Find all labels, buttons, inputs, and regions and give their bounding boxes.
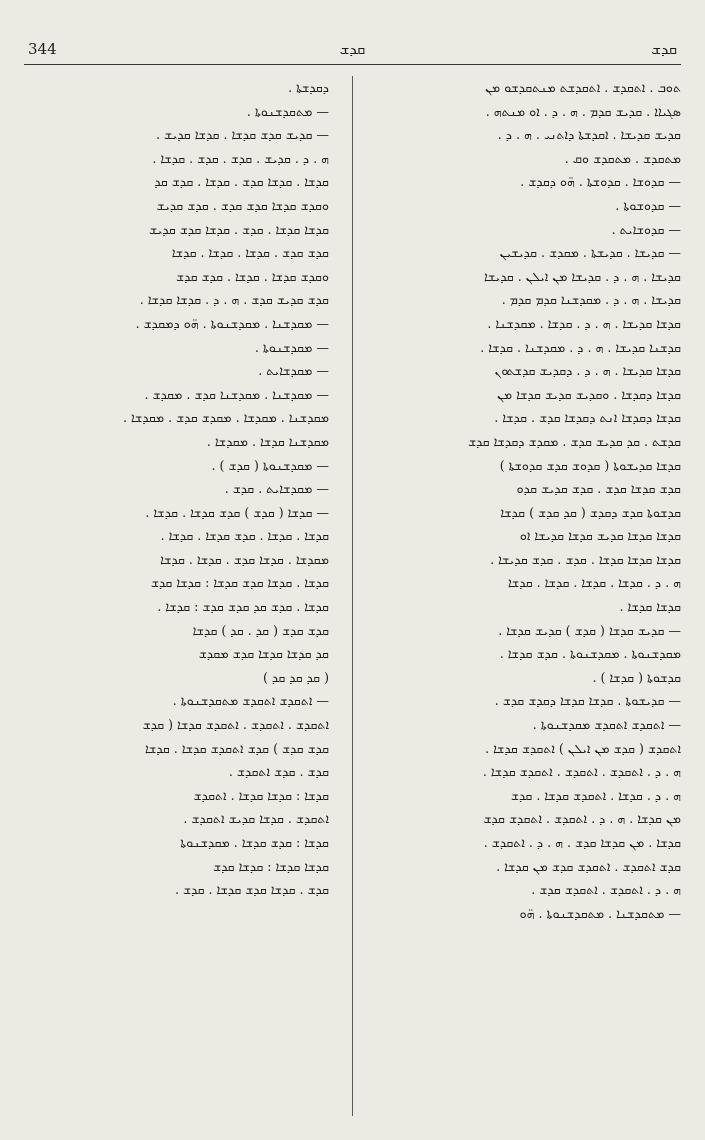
- text-line: — ܐܬܩܕܫ ܐܬܩܕܫ ܡܩܕܫܢܘܬܐ .: [532, 717, 681, 733]
- text-line: ܩܕܝܫܐ . ܗ . ܕ . ܩܕܝܫܐ ܡܢ ܐܝܠܢ . ܩܕܝܫܐ: [483, 268, 681, 284]
- text-line: — ܡܩܕܫܢܐ . ܡܩܕܫܢܐ ܩܕܫ . ܡܩܕܫ .: [144, 386, 329, 402]
- text-line: ܩܕܫܐ ܩܕܝܫܐ . ܗ . ܕ . ܕܩܕܝܫ ܩܕܫܬܘܢ: [494, 363, 681, 379]
- text-line: ܗ . ܕ . ܩܕܫܐ . ܐܬܩܕܫ ܩܕܫܐ . ܩܕܫ: [510, 787, 681, 803]
- text-line: ܐܬܩܕܫ ( ܩܕܫ ܡܢ ܐܝܠܢ ) ܐܬܩܕܫ ܩܕܫܐ .: [485, 740, 681, 756]
- text-line: ( ܩܕ ܩܕ ܩܕ ): [262, 669, 329, 685]
- text-line: ܩܕܫܐ ܕܩܕܫܐ ܐܢܬ ܕܩܕܫܐ ܩܕܫ . ܩܕܫܐ .: [494, 410, 681, 426]
- text-line: — ܡܩܕܫܢܐ . ܡܩܕܫܢܘܬܐ . ܗ̈ܘ ܕܡܩܕܫ .: [135, 315, 329, 331]
- header-rule: [24, 64, 681, 65]
- text-line: — ܡܩܕܫܢܘܬܐ .: [254, 339, 329, 355]
- text-line: ܩܕ ܩܕܫܐ ܩܕܫܐ ܩܕܫ ܡܩܕܫ: [198, 646, 329, 662]
- text-line: ܘܩܕܫ ܩܕܫܐ . ܩܕܫܐ . ܩܕܫ ܩܕܫ: [176, 268, 329, 284]
- text-line: ܩܕܫܐ ܩܕܫܐ .: [619, 599, 681, 615]
- text-line: ܩܕܫܘܬܐ ܩܕܫ ܕܩܕܫ ( ܩܕ ܩܕܫ ) ܩܕܫܐ: [500, 504, 681, 520]
- text-line: ܡܩܕܫܢܐ . ܡܩܕܫܐ . ܡܩܕܫ ܩܕܫ . ܡܩܕܫܐ .: [123, 410, 329, 426]
- text-line: — ܐܬܩܕܫ ܐܬܩܕܫ ܡܬܩܕܫܢܘܬܐ .: [172, 693, 329, 709]
- text-line: ܩܕܫ ܩܕܫ . ܩܕܫܐ . ܩܕܫܐ . ܩܕܫܐ: [171, 245, 329, 261]
- text-line: ܗ . ܕ . ܩܕܝܫ . ܩܕܫ . ܩܕܫ . ܩܕܫܐ .: [152, 150, 329, 166]
- text-line: ܡܢ ܩܕܫܐ . ܗ . ܕ . ܐܬܩܕܫ . ܐܬܩܕܫ ܩܕܫ: [483, 811, 681, 827]
- column-divider: [352, 76, 353, 1116]
- page-number: 344: [28, 40, 57, 58]
- text-line: ܩܕܫܐ ܩܕܫܐ ܩܕܫܐ . ܩܕܫ . ܩܕܫ ܩܕܝܫܐ .: [490, 551, 681, 567]
- text-line: ܩܕܫ ܐܬܩܕܫ . ܐܬܩܕܫ ܩܕܫ ܡܢ ܩܕܫܐ .: [496, 858, 681, 874]
- text-line: — ܩܕܝܫܐ . ܩܕܝܫܬܐ . ܡܩܕܫ . ܩܕܝܫܝܢ: [499, 245, 681, 261]
- text-line: — ܡܬܩܕܫܢܐ . ܡܬܩܕܫܢܘܬܐ . ܗ̈ܘ: [519, 905, 681, 921]
- text-line: ܩܕܫܐ . ܩܕܫ ܩܕ ܩܕܫ ܩܕܫ : ܩܕܫܐ .: [157, 599, 329, 615]
- text-line: ܩܕܫܐ : ܩܕܫ ܩܕܫܐ . ܡܩܕܫܢܘܬܐ: [180, 835, 329, 850]
- text-line: ܩܕܫܬ . ܩܕ ܩܕܝܫ ܩܕܫ . ܡܩܕܫ ܕܩܕܫܐ ܩܕܫ: [468, 433, 681, 449]
- text-line: ܡܬܩܕܫ . ܡܬܩܕܫ ܘܩ .: [564, 150, 681, 166]
- text-line: ܩܕܫ ܩܕܝܫ ܩܕܫ . ܗ . ܕ . ܩܕܫܐ ܩܕܫܐ .: [139, 292, 329, 308]
- text-line: ܩܕܝܫܐ . ܗ . ܕ . ܡܩܕܫܢܐ ܩܕܡ ܩܕܡ .: [501, 292, 681, 308]
- text-line: ܩܕܫܐ . ܩܕܫܐ . ܩܕܫ ܩܕܫܐ . ܩܕܫܐ .: [160, 528, 329, 544]
- text-line: ܩܕܫܐ ܕܩܕܫܐ . ܘܩܕܝܫ ܩܕܝܫ ܩܕܫܐ ܡܢ: [497, 386, 681, 402]
- header-center-title: ܩܕܫ: [339, 40, 366, 58]
- text-line: ܩܕܫ ܩܕܫ ) ܩܕܫ ܐܬܩܕܫ ܩܕܫܐ . ܩܕܫܐ: [145, 740, 329, 756]
- text-line: ܗ . ܕ . ܩܕܫܐ . ܩܕܫܐ . ܩܕܫܐ . ܩܕܫܐ: [507, 575, 681, 591]
- text-line: ܩܕܫܐ ܩܕܫܐ . ܩܕܫ . ܩܕܫܐ ܩܕܫ ܩܕܝܫ: [149, 221, 329, 237]
- text-line: ܩܕܫܘܬܐ ( ܩܕܫܐ ) .: [592, 669, 681, 685]
- text-line: — ܩܕܘܫܐܝܬ .: [611, 221, 681, 237]
- text-line: ܗ . ܕ . ܐܬܩܕܫ . ܐܬܩܕܫ . ܐܬܩܕܫ ܩܕܫܐ .: [482, 764, 681, 780]
- text-line: — ܩܕܫܐ ( ܩܕܫ ) ܩܕܫ ܩܕܫܐ . ܩܕܫܐ .: [145, 504, 329, 520]
- text-line: ܩܕܫܐ . ܡܢ ܩܕܫܐ ܩܕܫ . ܗ . ܕ . ܐܬܩܕܫ .: [483, 835, 681, 850]
- text-line: — ܩܕܘܫܐ . ܩܕܘܫܬܐ . ܗ̈ܘ ܕܩܕܫ .: [520, 174, 681, 190]
- text-line: ܡܩܕܫܐ . ܩܕܫܐ ܩܕܫ . ܩܕܫܐ . ܩܕܫܐ: [160, 551, 329, 567]
- text-line: ܣܓܝܐܐ . ܩܕܝܫ ܩܕܡ . ܗ . ܕ . ܐܘ ܡܢܬܗ .: [485, 103, 681, 119]
- text-line: ܩܕܫܐ ܩܕܫܐ : ܩܕܫܐ ܩܕܫ: [213, 858, 329, 874]
- text-line: ܩܕܫܐ . ܩܕܫܐ ܩܕܫ ܩܕܫܐ : ܩܕܫܐ ܩܕܫ: [150, 575, 329, 591]
- text-line: ܘܩܕܫ ܩܕܫܐ ܩܕܫ ܩܕܫ . ܩܕܫ ܩܕܝܫ: [156, 197, 329, 213]
- text-line: ܬܘܒ . ܐܬܩܕܫ . ܐܬܩܕܫܬ ܡܢܬܩܕܫܘ ܡܢ: [485, 80, 681, 95]
- text-line: — ܡܬܩܕܫܢܘܬܐ .: [246, 103, 329, 119]
- right-column: [376, 76, 681, 925]
- text-line: — ܡܩܕܫܐܝܬ . ܩܕܫ .: [224, 481, 329, 497]
- text-line: ܗ . ܕ . ܐܬܩܕܫ . ܐܬܩܕܫ ܩܕܫ .: [531, 882, 681, 898]
- text-line: ܩܕܫ . ܩܕܫܐ ܩܕܫ ܩܕܫܐ . ܩܕܫ .: [175, 882, 329, 898]
- text-line: ܩܕܫ ܩܕܫ ( ܩܕ . ܩܕ ) ܩܕܫܐ: [192, 622, 329, 638]
- text-line: ܩܕܫܐ . ܩܕܫܐ ܩܕܫ . ܩܕܫܐ . ܩܕܫ ܩܕ: [154, 174, 329, 190]
- text-line: ܩܕܝܫ ܩܕܝܫܐ . ܐܩܕܫܬܐ ܕܐܬܢܝ . ܗ . ܕ .: [497, 127, 681, 143]
- text-line: ܐܬܩܕܫ . ܩܕܫܐ ܩܕܝܫ ܐܬܩܕܫ .: [183, 811, 329, 827]
- left-column: [24, 76, 329, 902]
- text-line: ܩܕܫܢܐ ܩܕܝܫܐ . ܗ . ܕ . ܡܩܕܫܢܐ . ܩܕܫܐ .: [480, 339, 681, 355]
- text-line: — ܡܩܕܫܐܝܬ .: [258, 363, 329, 379]
- text-line: — ܩܕܝܫ ܩܕܫܐ ( ܩܕܫ ) ܩܕܝܫ ܩܕܫܐ .: [498, 622, 681, 638]
- text-line: — ܡܩܕܫܢܘܬܐ ( ܩܕܫ ) .: [211, 457, 329, 473]
- text-line: ܩܕܫܐ ܩܕܝܫܐ . ܗ . ܕ . ܩܕܫܐ . ܡܩܕܫܢܐ .: [487, 315, 681, 331]
- text-line: ܕܩܕܫܬܐ .: [288, 80, 329, 95]
- text-line: ܡܩܕܫܢܐ ܩܕܫܐ . ܡܩܕܫܐ .: [206, 433, 329, 449]
- page-header: [28, 40, 677, 62]
- text-line: — ܩܕܝܫܘܬܐ . ܩܕܫܐ ܩܕܫܐ ܕܩܕܫ ܩܕܫ .: [494, 693, 681, 709]
- text-line: ܩܕܫܐ ܩܕܝܫܘܬܐ ( ܩܕܘܫ ܩܕܫ ܩܕܘܫܬܐ ): [499, 457, 681, 473]
- text-line: ܡܩܕܫܢܘܬܐ . ܡܩܕܫܢܘܬܐ . ܩܕܫ ܩܕܫܐ .: [499, 646, 681, 662]
- header-right-title: ܩܕܫ: [651, 40, 677, 58]
- text-line: — ܩܕܘܫܘܬܐ .: [615, 197, 681, 213]
- text-line: — ܩܕܝܫ ܩܕܫ ܩܕܫܐ . ܩܕܫܐ ܩܕܝܫ .: [156, 127, 329, 143]
- text-line: ܩܕܫܐ : ܩܕܫܐ ܩܕܫܐ . ܐܬܩܕܫ: [193, 787, 329, 803]
- text-line: ܩܕܫ . ܩܕܫ ܐܬܩܕܫ .: [228, 764, 329, 780]
- text-line: ܩܕܫ ܩܕܫܐ ܩܕܫ . ܩܕܫ ܩܕܝܫ ܩܕܘ: [516, 481, 681, 497]
- text-line: ܐܬܩܕܫ . ܐܬܩܕܫ . ܐܬܩܕܫ ܩܕܫܐ ( ܩܕܫ: [142, 717, 329, 733]
- text-line: ܩܕܫܐ ܩܕܫܐ ܩܕܝܫ ܩܕܫܐ ܩܕܝܫܐ ܐܘ: [519, 528, 681, 544]
